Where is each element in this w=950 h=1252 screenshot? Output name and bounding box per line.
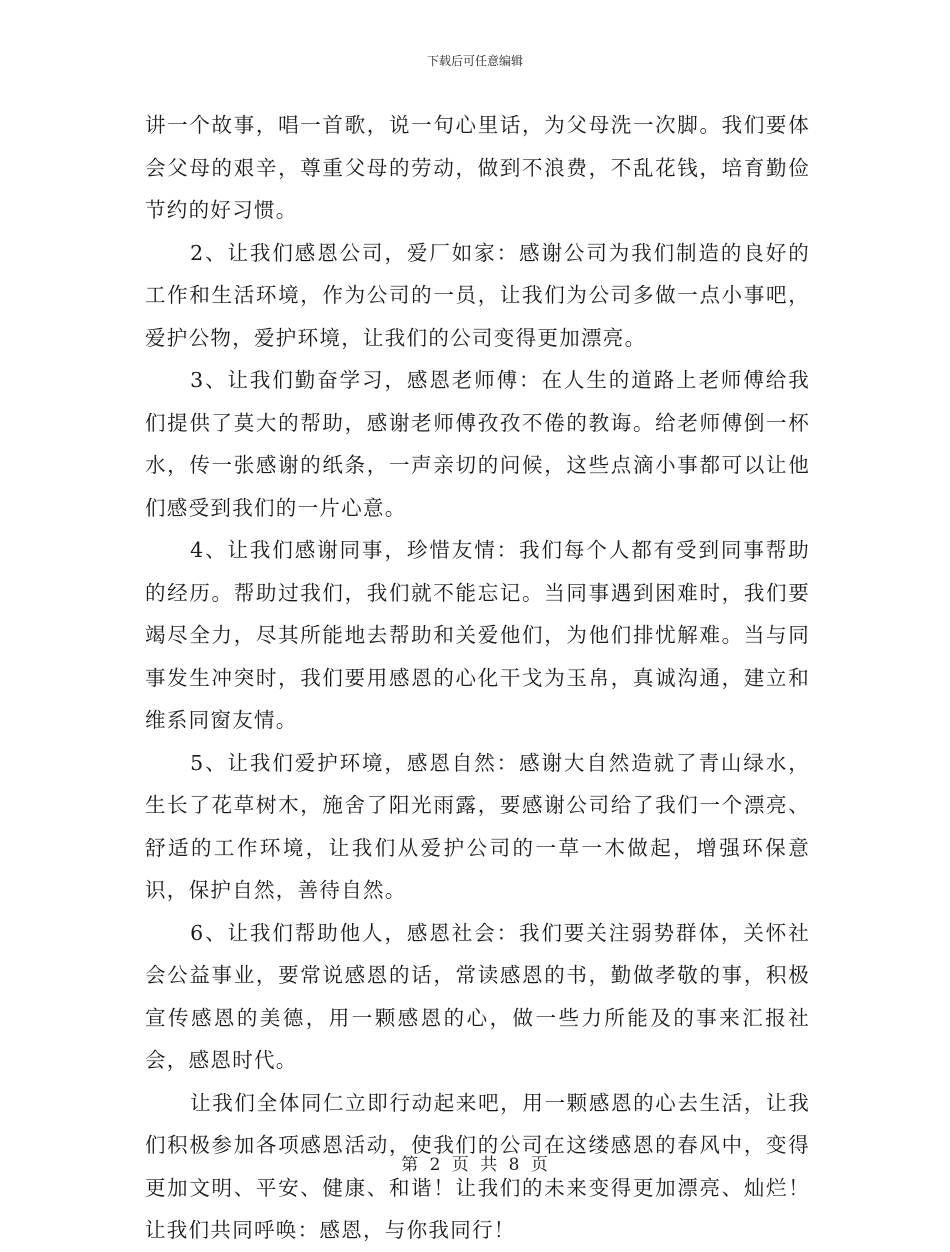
paragraph-colleague: 4、让我们感谢同事，珍惜友情：我们每个人都有受到同事帮助的经历。帮助过我们，我们就不能忘记。当同事遇到困难时，我们要竭尽全力，尽其所能地去帮助和关爱他们，为他们排忧解难。当与同事发生冲突时，我们要用感恩的心化干戈为玉帛，真诚沟通，建立和维系同窗友情。 [145, 538, 810, 732]
paragraph-closing: 让我们全体同仁立即行动起来吧，用一颗感恩的心去生活，让我们积极参加各项感恩活动，使我们的公司在这缕感恩的春风中，变得更加文明、平安、健康、和谐！让我们的未来变得更加漂亮、灿烂！让我们共同呼唤：感恩，与你我同行！ [145, 1090, 810, 1242]
paragraph-company: 2、让我们感恩公司，爱厂如家：感谢公司为我们制造的良好的工作和生活环境，作为公司的一员，让我们为公司多做一点小事吧，爱护公物，爱护环境，让我们的公司变得更加漂亮。 [145, 240, 810, 350]
page-header: 下载后可任意编辑 [426, 54, 523, 68]
paragraph-teacher: 3、让我们勤奋学习，感恩老师傅：在人生的道路上老师傅给我们提供了莫大的帮助，感谢老师傅孜孜不倦的教诲。给老师傅倒一杯水，传一张感谢的纸条，一声亲切的问候，这些点滴小事都可以让他们感受到我们的一片心意。 [145, 368, 810, 520]
document-body [145, 104, 810, 1252]
page-number: 第 2 页 共 8 页 [401, 1155, 549, 1175]
paragraph-society: 6、让我们帮助他人，感恩社会：我们要关注弱势群体，关怀社会公益事业，要常说感恩的话，常读感恩的书，勤做孝敬的事，积极宣传感恩的美德，用一颗感恩的心，做一些力所能及的事来汇报社会，感恩时代。 [145, 920, 810, 1072]
paragraph-continuation: 讲一个故事，唱一首歌，说一句心里话，为父母洗一次脚。我们要体会父母的艰辛，尊重父母的劳动，做到不浪费，不乱花钱，培育勤俭节约的好习惯。 [145, 113, 810, 222]
paragraph-nature: 5、让我们爱护环境，感恩自然：感谢大自然造就了青山绿水，生长了花草树木，施舍了阳光雨露，要感谢公司给了我们一个漂亮、舒适的工作环境，让我们从爱护公司的一草一木做起，增强环保意识，保护自然，善待自然。 [145, 750, 810, 902]
